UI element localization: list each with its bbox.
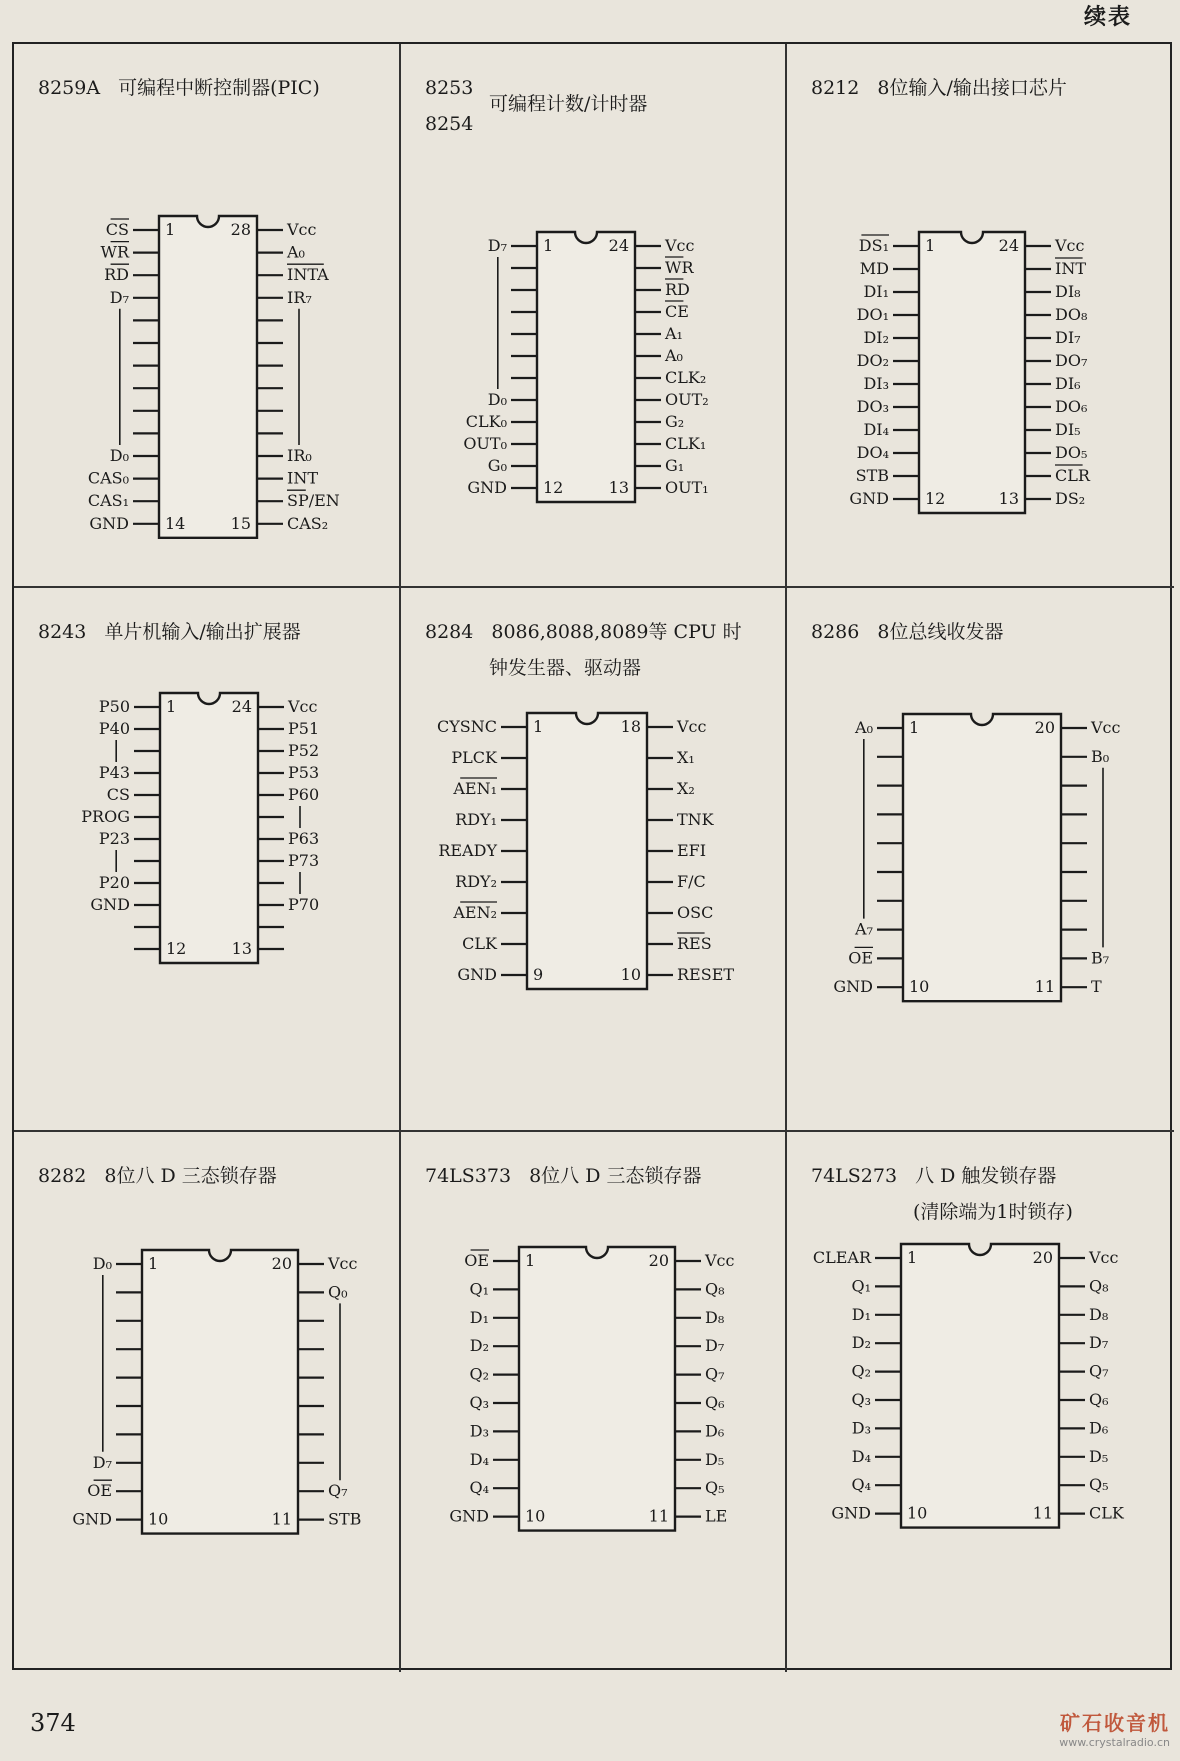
pin-label-right: B₇ [1091, 948, 1110, 968]
chip-body [919, 232, 1025, 513]
chip-body [159, 216, 257, 538]
part-number: 8243 [38, 621, 87, 643]
pin-label-right: P60 [288, 785, 320, 804]
pin-label-left: GND [449, 1506, 489, 1526]
pin-label-right: RD [665, 280, 690, 299]
chip-body [160, 693, 258, 963]
chip-pinout-diagram [787, 1132, 1172, 1672]
pin-label-left: D₃ [469, 1421, 489, 1441]
chip-pinout-diagram [14, 588, 399, 1128]
watermark-url: www.crystalradio.cn [1059, 1736, 1170, 1749]
pin-label-left: AEN₂ [453, 903, 497, 922]
pin-label-left: D₀ [109, 446, 129, 465]
pin-label-left: DO₂ [856, 351, 889, 370]
pin-label-left: Q₃ [469, 1393, 489, 1412]
pin-label-right: DO₅ [1055, 443, 1088, 462]
pin-label-left: CLK [462, 934, 497, 953]
pin-label-left: CAS₀ [87, 468, 129, 488]
pin-label-right: DO₆ [1055, 397, 1088, 416]
pin-label-right: Q₅ [1089, 1475, 1109, 1495]
pin-label-left: DI₄ [863, 420, 889, 439]
pin-label-left: Q₂ [469, 1364, 489, 1384]
pin-label-left: Q₂ [851, 1361, 871, 1381]
pin-label-left: GND [457, 965, 497, 984]
pin-label-left: GND [833, 977, 873, 997]
pin-number: 10 [525, 1506, 546, 1526]
pin-number: 13 [998, 489, 1019, 508]
chip-cell-8286 [787, 588, 1174, 1132]
pin-number: 11 [1032, 1503, 1053, 1523]
pin-label-right: Vcc [705, 1251, 735, 1270]
pin-label-left: G₀ [487, 456, 507, 475]
pin-label-right: CLK [1089, 1503, 1124, 1523]
pin-label-right: Q₅ [705, 1478, 725, 1498]
pin-label-left: D₇ [109, 287, 129, 307]
pin-label-left: GND [849, 489, 889, 508]
chip-cell-8253 [401, 44, 787, 588]
pin-label-right: Q₆ [705, 1393, 725, 1412]
chip-body [519, 1247, 675, 1531]
pin-number: 24 [608, 236, 629, 255]
pin-label-right: P70 [288, 895, 320, 914]
chip-pinout-diagram [787, 44, 1172, 584]
pin-number: 11 [271, 1509, 292, 1529]
pin-label-left: DO₃ [856, 397, 889, 416]
chip-body [142, 1250, 298, 1534]
chip-description: 8位总线收发器 [877, 621, 1004, 643]
pin-label-right: IR₇ [287, 287, 312, 307]
part-number: 8253 [425, 77, 474, 99]
pin-label-right: STB [328, 1509, 362, 1529]
chip-pinout-diagram [14, 1132, 399, 1672]
pin-number: 1 [925, 236, 936, 255]
pin-label-left: D₂ [469, 1336, 489, 1356]
pin-number: 15 [230, 513, 251, 533]
pin-number: 1 [525, 1251, 536, 1270]
chip-body [903, 714, 1061, 1001]
pin-number: 1 [165, 220, 176, 239]
pin-label-right: CLK₂ [665, 368, 707, 387]
pin-label-right: CAS₂ [287, 513, 329, 533]
pin-label-right: Vcc [287, 220, 317, 239]
part-number: 74LS373 [425, 1165, 512, 1187]
pin-label-left: CLEAR [812, 1248, 871, 1267]
pin-label-left: D₁ [851, 1304, 871, 1324]
pin-label-right: CLR [1055, 466, 1090, 485]
part-number: 8286 [811, 621, 860, 643]
chip-description: 可编程中断控制器(PIC) [118, 77, 320, 99]
chip-description: 8086,8088,8089等 CPU 时 [491, 621, 742, 643]
pin-label-right: Vcc [665, 236, 695, 255]
pin-label-right: X₂ [677, 779, 695, 798]
chip-description: (清除端为1时锁存) [913, 1201, 1073, 1223]
pin-label-left: P43 [98, 763, 130, 782]
chip-pinout-grid [12, 42, 1172, 1670]
pin-label-right: IR₀ [287, 446, 312, 465]
pin-label-right: TNK [677, 810, 714, 829]
pin-label-right: T [1091, 977, 1102, 997]
part-number: 74LS273 [811, 1165, 898, 1187]
pin-number: 9 [533, 965, 544, 984]
chip-cell-8282 [14, 1132, 401, 1672]
chip-description: 8位八 D 三态锁存器 [104, 1165, 277, 1187]
pin-label-right: SP/EN [287, 491, 340, 511]
pin-label-right: Q₈ [705, 1279, 725, 1299]
chip-cell-74ls373 [401, 1132, 787, 1672]
pin-label-left: GND [89, 513, 129, 533]
pin-label-left: CLK₀ [465, 412, 507, 431]
part-number: 8259A [38, 77, 101, 99]
pin-number: 12 [543, 478, 564, 497]
pin-label-left: DS₁ [858, 236, 889, 255]
chip-cell-8259a [14, 44, 401, 588]
pin-label-right: Vcc [328, 1254, 358, 1273]
pin-label-right: Q₇ [1089, 1361, 1109, 1381]
pin-number: 10 [909, 977, 930, 997]
pin-label-right: B₀ [1091, 746, 1110, 766]
pin-label-left: AEN₁ [453, 779, 497, 798]
pin-label-left: GND [90, 895, 130, 914]
pin-label-right: Vcc [288, 697, 318, 716]
pin-label-left: P50 [98, 697, 130, 716]
pin-label-left: P23 [98, 829, 130, 848]
pin-label-right: RES [677, 934, 712, 953]
pin-label-left: D₀ [487, 390, 507, 409]
pin-label-left: CS [106, 785, 130, 804]
pin-label-left: OE [464, 1251, 489, 1270]
pin-label-left: CS [105, 220, 129, 239]
pin-number: 1 [166, 697, 177, 716]
pin-label-right: DO₈ [1055, 305, 1088, 324]
pin-label-left: DI₁ [863, 282, 889, 301]
pin-label-right: A₁ [665, 324, 683, 343]
chip-body [901, 1244, 1059, 1528]
chip-cell-8212 [787, 44, 1174, 588]
chip-pinout-diagram [787, 588, 1172, 1128]
watermark-name: 矿石收音机 [1060, 1711, 1170, 1735]
pin-number: 24 [231, 697, 252, 716]
pin-label-right: X₁ [677, 748, 695, 767]
pin-label-left: Q₃ [851, 1390, 871, 1409]
pin-label-right: DI₇ [1055, 328, 1081, 347]
pin-label-right: Vcc [677, 717, 707, 736]
pin-label-left: GND [467, 478, 507, 497]
pin-label-left: PLCK [451, 748, 497, 767]
chip-description: 钟发生器、驱动器 [489, 657, 642, 679]
pin-label-right: INT [1055, 259, 1086, 278]
pin-label-left: D₂ [851, 1333, 871, 1353]
pin-label-left: DO₄ [856, 443, 889, 462]
chip-cell-74ls273 [787, 1132, 1174, 1672]
pin-number: 20 [648, 1251, 669, 1270]
chip-description: 单片机输入/输出扩展器 [104, 621, 301, 643]
pin-label-left: D₄ [851, 1446, 871, 1466]
pin-number: 11 [1034, 977, 1055, 997]
pin-label-right: P63 [288, 829, 320, 848]
pin-label-right: A₀ [287, 242, 305, 262]
pin-label-right: D₅ [705, 1449, 725, 1469]
pin-label-right: EFI [677, 841, 707, 860]
pin-label-right: P51 [288, 719, 320, 738]
pin-label-right: F/C [677, 872, 706, 891]
pin-label-right: CLK₁ [665, 434, 707, 453]
pin-number: 28 [230, 220, 251, 239]
pin-label-left: D₁ [469, 1307, 489, 1327]
pin-label-left: RDY₂ [455, 872, 497, 891]
pin-number: 12 [925, 489, 946, 508]
pin-label-left: DI₂ [863, 328, 889, 347]
pin-label-right: D₇ [705, 1336, 725, 1356]
pin-label-right: CE [665, 302, 689, 321]
site-watermark [1059, 1707, 1170, 1749]
chip-pinout-diagram [401, 44, 786, 584]
pin-label-left: CAS₁ [87, 491, 129, 511]
pin-label-left: D₄ [469, 1449, 489, 1469]
pin-number: 1 [533, 717, 544, 736]
pin-label-left: A₇ [855, 919, 873, 939]
pin-label-right: D₈ [1089, 1304, 1109, 1324]
pin-label-right: OUT₂ [665, 390, 709, 409]
pin-label-left: Q₁ [851, 1276, 871, 1296]
pin-label-right: Q₀ [328, 1282, 348, 1302]
pin-number: 20 [271, 1254, 292, 1273]
pin-label-right: DI₈ [1055, 282, 1081, 301]
pin-number: 13 [608, 478, 629, 497]
pin-label-right: D₆ [705, 1421, 725, 1441]
pin-label-right: Q₇ [705, 1364, 725, 1384]
chip-description: 8位输入/输出接口芯片 [877, 77, 1067, 99]
pin-number: 13 [231, 939, 252, 958]
pin-label-left: DI₃ [863, 374, 889, 393]
pin-label-right: D₅ [1089, 1446, 1109, 1466]
chip-description: 8位八 D 三态锁存器 [529, 1165, 702, 1187]
pin-label-right: P53 [288, 763, 320, 782]
pin-label-right: D₇ [1089, 1333, 1109, 1353]
pin-number: 12 [166, 939, 187, 958]
pin-label-right: P73 [288, 851, 320, 870]
pin-label-right: D₆ [1089, 1418, 1109, 1438]
pin-label-left: GND [831, 1503, 871, 1523]
pin-label-left: A₀ [855, 718, 873, 737]
pin-number: 14 [165, 513, 186, 533]
pin-label-right: A₀ [665, 346, 683, 365]
pin-number: 11 [648, 1506, 669, 1526]
pin-number: 10 [148, 1509, 169, 1529]
pin-number: 24 [998, 236, 1019, 255]
pin-label-left: STB [855, 466, 889, 485]
chip-pinout-diagram [401, 588, 786, 1128]
page-number: 374 [30, 1709, 76, 1737]
pin-label-right: DI₆ [1055, 374, 1081, 393]
pin-label-left: Q₁ [469, 1279, 489, 1299]
chip-body [537, 232, 635, 502]
pin-number: 1 [907, 1248, 918, 1267]
pin-label-right: RESET [677, 965, 735, 984]
pin-label-left: GND [72, 1509, 112, 1529]
chip-cell-8284 [401, 588, 787, 1132]
chip-pinout-diagram [14, 44, 399, 584]
part-number: 8254 [425, 113, 474, 135]
pin-label-right: Vcc [1055, 236, 1085, 255]
pin-label-left: WR [100, 242, 129, 262]
pin-number: 10 [907, 1503, 928, 1523]
pin-number: 1 [543, 236, 554, 255]
chip-pinout-diagram [401, 1132, 786, 1672]
pin-label-right: INT [287, 468, 318, 488]
chip-body [527, 713, 647, 989]
pin-label-right: OSC [677, 903, 714, 922]
pin-label-right: G₂ [665, 412, 685, 431]
pin-label-left: Q₄ [851, 1475, 871, 1495]
pin-label-left: MD [859, 259, 889, 278]
pin-label-left: OE [87, 1481, 112, 1501]
pin-label-left: P40 [98, 719, 130, 738]
pin-number: 18 [620, 717, 641, 736]
part-number: 8212 [811, 77, 860, 99]
pin-label-left: D₀ [92, 1254, 112, 1273]
pin-label-right: Vcc [1091, 718, 1121, 737]
pin-number: 20 [1034, 718, 1055, 737]
pin-label-left: D₃ [851, 1418, 871, 1438]
pin-label-left: RDY₁ [455, 810, 497, 829]
pin-label-right: DI₅ [1055, 420, 1081, 439]
pin-label-left: OUT₀ [463, 434, 507, 453]
pin-label-left: Q₄ [469, 1478, 489, 1498]
pin-label-left: DO₁ [856, 305, 889, 324]
pin-label-left: D₇ [92, 1452, 112, 1472]
pin-label-right: Q₇ [328, 1481, 348, 1501]
pin-label-right: LE [705, 1506, 728, 1526]
pin-number: 1 [909, 718, 920, 737]
chip-cell-8243 [14, 588, 401, 1132]
pin-label-right: D₈ [705, 1307, 725, 1327]
pin-label-right: INTA [287, 265, 329, 285]
pin-label-left: P20 [98, 873, 130, 892]
pin-label-right: OUT₁ [665, 478, 709, 497]
pin-label-left: CYSNC [436, 717, 497, 736]
pin-label-left: RD [104, 265, 129, 285]
pin-label-right: Vcc [1089, 1248, 1119, 1267]
pin-label-right: G₁ [665, 456, 685, 475]
pin-label-left: OE [848, 948, 873, 968]
pin-label-left: PROG [81, 807, 130, 826]
page-title: 续表 [1083, 4, 1132, 30]
part-number: 8284 [425, 621, 474, 643]
pin-label-right: WR [665, 258, 694, 277]
chip-description: 可编程计数/计时器 [489, 93, 648, 115]
part-number: 8282 [38, 1165, 87, 1187]
pin-number: 20 [1032, 1248, 1053, 1267]
chip-description: 八 D 触发锁存器 [915, 1165, 1057, 1187]
pin-label-right: P52 [288, 741, 320, 760]
pin-label-right: Q₆ [1089, 1390, 1109, 1409]
pin-label-right: DO₇ [1055, 351, 1088, 370]
pin-label-right: Q₈ [1089, 1276, 1109, 1296]
pin-label-right: DS₂ [1055, 489, 1086, 508]
pin-number: 1 [148, 1254, 159, 1273]
pin-label-left: READY [438, 841, 497, 860]
pin-label-left: D₇ [487, 236, 507, 255]
pin-number: 10 [620, 965, 641, 984]
